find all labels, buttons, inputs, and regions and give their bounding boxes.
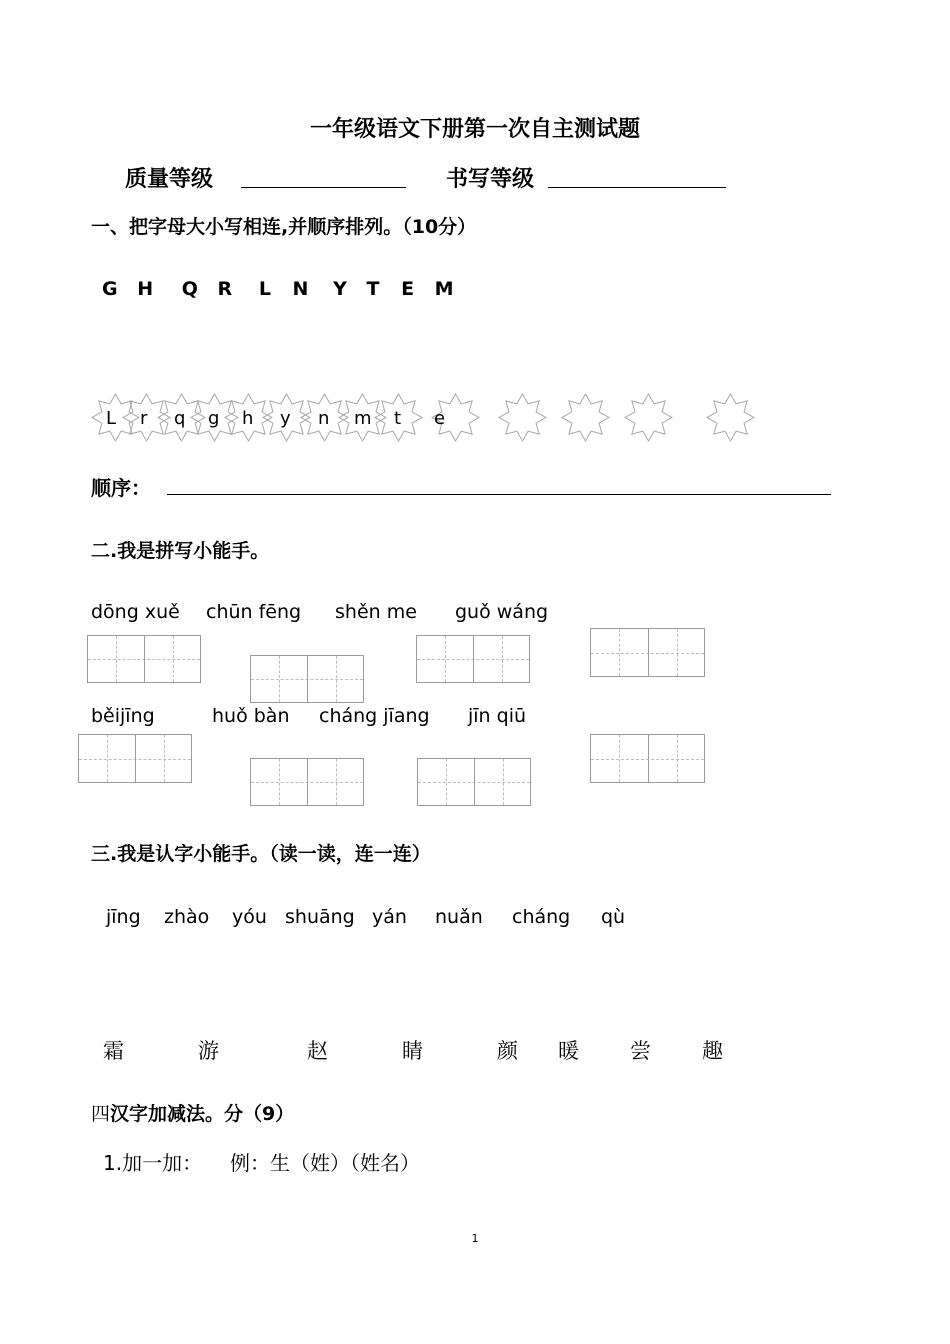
item1-label: 1.加一加：	[103, 1151, 203, 1175]
star-shape	[561, 393, 610, 442]
uppercase-letter: L	[258, 278, 271, 300]
section4-title-prefix: 四	[91, 1103, 111, 1125]
uppercase-letter: N	[292, 278, 309, 300]
writing-grade-blank[interactable]	[548, 187, 726, 188]
page-number: 1	[471, 1232, 479, 1245]
lowercase-letter: r	[140, 408, 148, 429]
writing-grid[interactable]	[87, 635, 201, 683]
quality-grade-blank[interactable]	[241, 187, 406, 188]
lowercase-letter: n	[318, 408, 330, 429]
lowercase-letter: h	[242, 408, 254, 429]
writing-grid[interactable]	[590, 628, 705, 677]
character: 趣	[702, 1039, 723, 1063]
character: 暖	[558, 1039, 579, 1063]
pinyin-word: shěn me	[335, 601, 417, 623]
star-shape	[624, 393, 673, 442]
pinyin-word: cháng jīang	[319, 705, 430, 727]
pinyin-word: guǒ wáng	[455, 601, 549, 623]
page-title: 一年级语文下册第一次自主测试题	[309, 117, 640, 142]
character: 尝	[630, 1039, 651, 1063]
lowercase-letter: q	[174, 408, 186, 429]
writing-grid[interactable]	[590, 734, 705, 783]
character: 睛	[402, 1039, 423, 1063]
item1-example: 例：生（姓）（姓名）	[230, 1151, 420, 1175]
order-label: 顺序：	[91, 476, 151, 500]
character: 游	[198, 1039, 219, 1063]
uppercase-letter: Q	[181, 278, 198, 300]
pinyin-syllable: yán	[372, 906, 407, 928]
lowercase-letter: y	[280, 408, 291, 429]
lowercase-letter: t	[394, 408, 402, 429]
star-shape	[706, 393, 755, 442]
uppercase-letters	[102, 278, 467, 300]
section4-title-text: 汉字加减法。分（9）	[110, 1103, 295, 1125]
section4-title	[91, 1099, 294, 1126]
uppercase-letter: Y	[333, 278, 347, 300]
lowercase-letter: g	[208, 408, 220, 429]
lowercase-letter: e	[434, 408, 446, 429]
writing-grid[interactable]	[416, 635, 530, 683]
lowercase-letter: m	[354, 408, 372, 429]
quality-grade-label: 质量等级	[125, 167, 214, 192]
pinyin-syllable: yóu	[232, 906, 267, 928]
section1-title: 一、把字母大小写相连,并顺序排列。（10分）	[91, 216, 477, 238]
uppercase-letter: R	[217, 278, 233, 300]
pinyin-word: běijīng	[91, 705, 155, 727]
pinyin-word: dōng xuě	[91, 601, 180, 623]
writing-grid[interactable]	[250, 655, 364, 703]
writing-grid[interactable]	[417, 758, 531, 806]
uppercase-letter: M	[434, 278, 454, 300]
pinyin-syllable: jīng	[106, 906, 141, 928]
character: 颜	[497, 1039, 518, 1063]
writing-grade-label: 书写等级	[446, 167, 535, 192]
lowercase-letter: L	[106, 408, 117, 429]
writing-grid[interactable]	[250, 758, 364, 806]
uppercase-letter: G	[102, 278, 118, 300]
pinyin-syllable: zhào	[164, 906, 210, 928]
pinyin-word: jīn qiū	[468, 705, 527, 727]
pinyin-syllable: qù	[601, 906, 626, 928]
uppercase-letter: H	[137, 278, 154, 300]
pinyin-syllable: cháng	[512, 906, 571, 928]
pinyin-syllable: shuāng	[285, 906, 355, 928]
pinyin-word: chūn fēng	[206, 601, 302, 623]
order-answer-line[interactable]	[167, 494, 831, 495]
pinyin-word: huǒ bàn	[212, 705, 290, 727]
pinyin-syllable: nuǎn	[435, 906, 483, 928]
star-shape	[498, 393, 547, 442]
character: 赵	[307, 1039, 328, 1063]
section3-title: 三.我是认字小能手。（读一读，连一连）	[91, 843, 431, 865]
section2-title: 二.我是拼写小能手。	[91, 540, 270, 562]
character: 霜	[103, 1039, 124, 1063]
uppercase-letter: E	[401, 278, 415, 300]
writing-grid[interactable]	[78, 734, 192, 783]
uppercase-letter: T	[366, 278, 380, 300]
